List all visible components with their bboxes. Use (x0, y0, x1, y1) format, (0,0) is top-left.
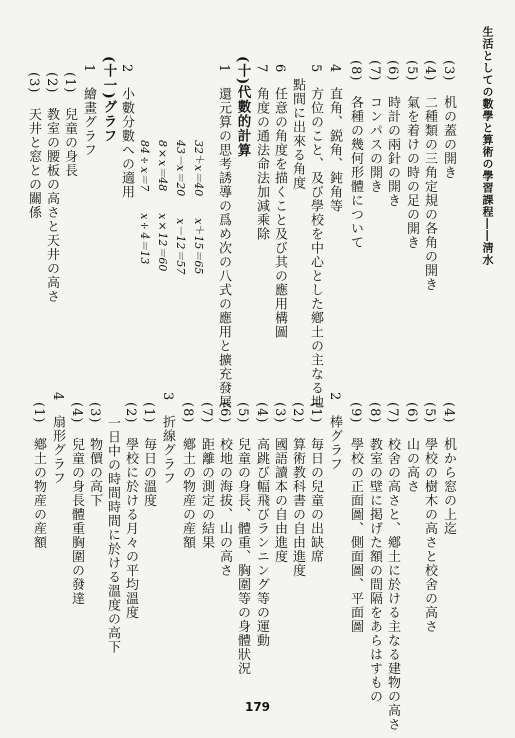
text-line: 1 繪畫グラフ (81, 64, 96, 158)
text-line: (3) 國語讀本の自由進度 (272, 402, 287, 564)
text-line: (3) 天井と窓との關係 (26, 72, 41, 220)
text-line: 5 方位のこと、及び學校を中心とした鄕土の主なる地 (308, 64, 323, 410)
text-line: (十一)グラフ (100, 56, 117, 144)
text-line: (6) 山の高さ (404, 402, 419, 494)
text-line: (8) 各種の幾何形體について (348, 60, 363, 250)
text-line: (2) 教室の腰板の高さと天井の高さ (44, 72, 59, 304)
text-line: (3) 物價の高下 (87, 402, 102, 508)
text-line: (1) 毎日の兒童の出缺席 (308, 402, 323, 564)
text-line: 4 直角、鋭角、鈍角等 (327, 64, 342, 214)
text-line: (5) 氣を着けの時の足の開き (404, 60, 419, 250)
text-line: 8×x＝48 x×12＝60 (156, 140, 169, 272)
text-line: (1) 鄕土の物産の産額 (31, 402, 46, 550)
text-line: 3 折線グラフ (160, 392, 175, 486)
text-line: 4 扇形グラフ (50, 392, 65, 486)
text-line: 32＋x＝40 x＋15＝65 (192, 140, 205, 275)
text-line: 43－x＝20 x－12＝57 (174, 140, 187, 275)
text-line: (4) 兒童の身長體重胸圍の發達 (69, 402, 84, 606)
text-line: 2 棒グラフ (327, 392, 342, 472)
running-header: 生活としての數學と算術の學習課程――淸水 (481, 26, 494, 266)
text-line: (6) 時計の兩針の開き (385, 60, 400, 208)
text-line: 點間に出來る角度 (290, 64, 305, 190)
text-line: (4) 高跳び幅飛びランニング等の運動 (254, 402, 269, 648)
text-line: (2) 算術教科書の自由進度 (290, 402, 305, 578)
text-line: (1) 毎日の溫度 (141, 402, 156, 508)
text-line: (3) 机の蓋の開き (441, 60, 456, 180)
text-line: (1) 兒童の身長 (62, 72, 77, 178)
text-line: (4) 二種類の三角定規の各角の開き (422, 60, 437, 292)
text-line: (十)代數的計算 (234, 56, 251, 158)
text-line: (8) 鄕土の物産の産額 (180, 402, 195, 550)
text-line: 一日中の時間時間に於ける溫度の高下 (105, 402, 120, 654)
text-line: (5) 學校の樹木の高さと校舍の高さ (422, 402, 437, 634)
text-line: (7) 校舍の高さと、鄕土に於ける主なる建物の高さ (385, 402, 400, 732)
text-line: 6 任意の角度を描くこと及び其の應用構圖 (272, 64, 287, 340)
text-line: 1 還元算の思考誘導の爲め次の八式の應用と擴充發展 (216, 64, 231, 410)
text-line: 7 角度の通法命法加減乘除 (254, 64, 269, 242)
text-line: (9) 學校の正面圖、側面圖、平面圖 (348, 402, 363, 634)
text-line: (7) コンパスの開き (367, 60, 382, 194)
text-line: (5) 兒童の身長、體重、胸圍等の身體狀況 (235, 402, 250, 676)
page-number: 179 (244, 700, 271, 714)
text-line: 2 小數分數への適用 (119, 64, 134, 200)
text-line: (6) 校地の海拔、山の高さ (217, 402, 232, 578)
text-line: 84÷x＝7 x÷4＝13 (138, 140, 151, 265)
text-line: (2) 學校に於ける月々の平均溫度 (123, 402, 138, 620)
text-line: (4) 机から窓の上迄 (441, 402, 456, 536)
text-line: (7) 距離の測定の結果 (199, 402, 214, 550)
text-line: (8) 教室の壁に掲げた額の間隔をあらはすもの (367, 402, 382, 704)
